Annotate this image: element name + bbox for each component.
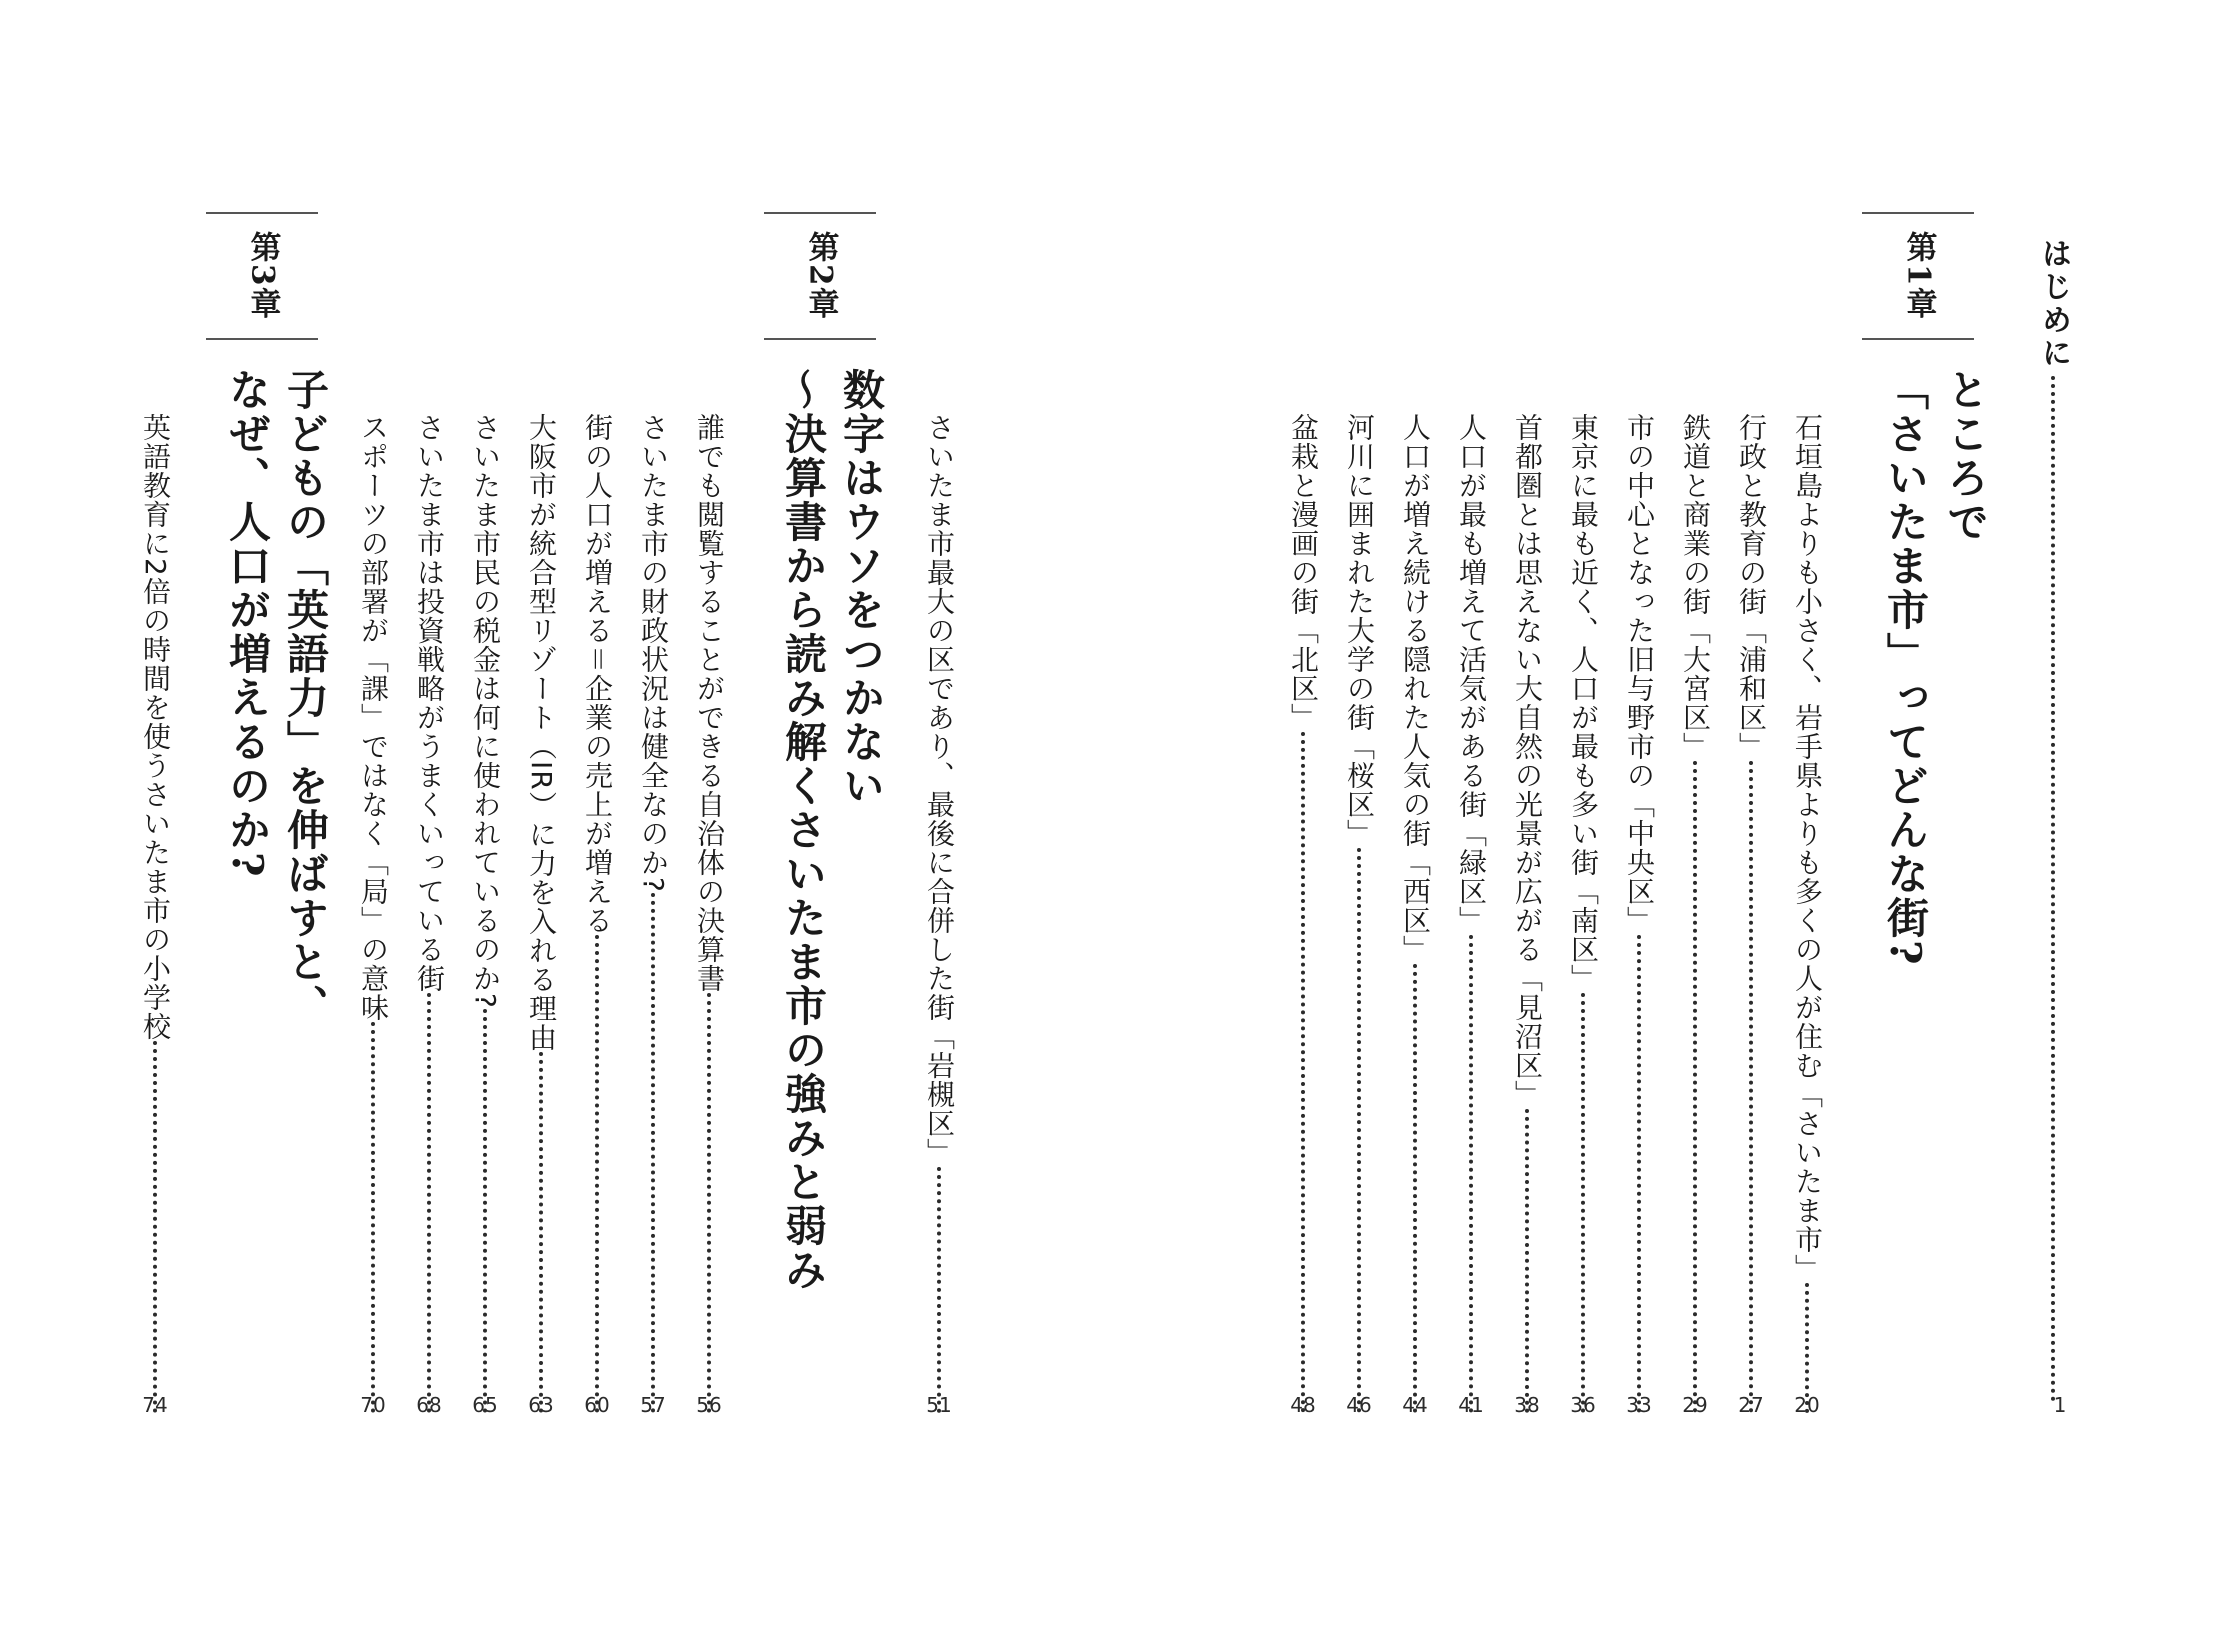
leader-dots <box>427 993 431 1413</box>
chapter-1-title-line-2: 「さいたま市」ってどんな街? <box>1881 368 1930 967</box>
toc-entry[interactable]: 河川に囲まれた大学の街「桜区」 <box>1342 413 1376 1413</box>
entry-page: 27 <box>1738 1393 1764 1417</box>
chapter-2-title-line-1: 数字はウソをつかない <box>837 368 886 808</box>
entry-page: 60 <box>584 1393 610 1417</box>
entry-page: 48 <box>1290 1393 1316 1417</box>
entry-page: 38 <box>1514 1393 1540 1417</box>
toc-entry[interactable]: 石垣島よりも小さく、岩手県よりも多くの人が住む「さいたま市」 <box>1790 413 1824 1413</box>
toc-entry[interactable]: 首都圏とは思えない大自然の光景が広がる「見沼区」 <box>1510 413 1544 1413</box>
leader-dots <box>1469 935 1473 1413</box>
entry-page: 36 <box>1570 1393 1596 1417</box>
chapter-2-title-line-2: ～決算書から読み解くさいたま市の強みと弱み <box>779 368 828 1292</box>
leader-dots <box>1693 761 1697 1413</box>
leader-dots <box>937 1167 941 1413</box>
toc-entry[interactable]: 人口が最も増えて活気がある街「緑区」 <box>1454 413 1488 1413</box>
leader-dots <box>483 1009 487 1413</box>
leader-dots <box>153 1041 157 1413</box>
leader-dots <box>1301 732 1305 1413</box>
toc-entry[interactable]: 行政と教育の街「浦和区」 <box>1734 413 1768 1413</box>
leader-dots <box>1749 761 1753 1413</box>
entry-page: 44 <box>1402 1393 1428 1417</box>
entry-page: 56 <box>696 1393 722 1417</box>
toc-entry[interactable]: スポーツの部署が「課」ではなく「局」の意味 <box>356 413 390 1413</box>
leader-dots <box>1525 1109 1529 1413</box>
toc-entry[interactable]: 東京に最も近く、人口が最も多い街「南区」 <box>1566 413 1600 1413</box>
entry-page: 68 <box>416 1393 442 1417</box>
toc-entry[interactable]: 英語教育に2倍の時間を使うさいたま市の小学校 <box>138 413 172 1413</box>
leader-dots <box>1413 964 1417 1413</box>
toc-intro[interactable] <box>2036 238 2070 1408</box>
chapter-3-title-line-2: なぜ、人口が増えるのか? <box>223 368 272 879</box>
toc-entry[interactable]: さいたま市民の税金は何に使われているのか? <box>468 413 502 1413</box>
chapter-2-label: 第2章 <box>764 212 876 340</box>
entry-page: 65 <box>472 1393 498 1417</box>
entry-page: 51 <box>926 1393 952 1417</box>
leader-dots <box>1637 935 1641 1413</box>
chapter-3-label: 第3章 <box>206 212 318 340</box>
toc-entry[interactable]: 人口が増え続ける隠れた人気の街「西区」 <box>1398 413 1432 1413</box>
entry-page: 20 <box>1794 1393 1820 1417</box>
leader-dots <box>539 1052 543 1413</box>
chapter-1-title-line-1: ところで <box>1941 368 1990 544</box>
entry-page: 46 <box>1346 1393 1372 1417</box>
intro-title: はじめに <box>2036 238 2071 370</box>
leader-dots <box>1357 848 1361 1413</box>
toc-entry[interactable]: さいたま市最大の区であり、最後に合併した街「岩槻区」 <box>922 413 956 1413</box>
entry-page: 63 <box>528 1393 554 1417</box>
toc-entry[interactable]: 鉄道と商業の街「大宮区」 <box>1678 413 1712 1413</box>
chapter-3-title-line-1: 子どもの「英語力」を伸ばすと、 <box>281 368 330 1028</box>
intro-page: 1 <box>2053 1393 2067 1417</box>
entry-page: 41 <box>1458 1393 1484 1417</box>
toc-entry[interactable]: 市の中心となった旧与野市の「中央区」 <box>1622 413 1656 1413</box>
leader-dots <box>2051 376 2055 1402</box>
toc-entry[interactable]: さいたま市の財政状況は健全なのか? <box>636 413 670 1413</box>
toc-entry[interactable]: 盆栽と漫画の街「北区」 <box>1286 413 1320 1413</box>
toc-entry[interactable]: さいたま市は投資戦略がうまくいっている街 <box>412 413 446 1413</box>
leader-dots <box>651 893 655 1413</box>
entry-page: 29 <box>1682 1393 1708 1417</box>
leader-dots <box>595 935 599 1413</box>
entry-page: 33 <box>1626 1393 1652 1417</box>
entry-page: 70 <box>360 1393 386 1417</box>
chapter-1-label: 第1章 <box>1862 212 1974 340</box>
entry-page: 57 <box>640 1393 666 1417</box>
leader-dots <box>1581 993 1585 1413</box>
leader-dots <box>371 1022 375 1413</box>
toc-entry[interactable]: 大阪市が統合型リゾート（IR）に力を入れる理由 <box>524 413 558 1413</box>
toc-entry[interactable]: 街の人口が増える＝企業の売上が増える <box>580 413 614 1413</box>
leader-dots <box>707 993 711 1413</box>
entry-page: 74 <box>142 1393 168 1417</box>
toc-entry[interactable]: 誰でも閲覧することができる自治体の決算書 <box>692 413 726 1413</box>
